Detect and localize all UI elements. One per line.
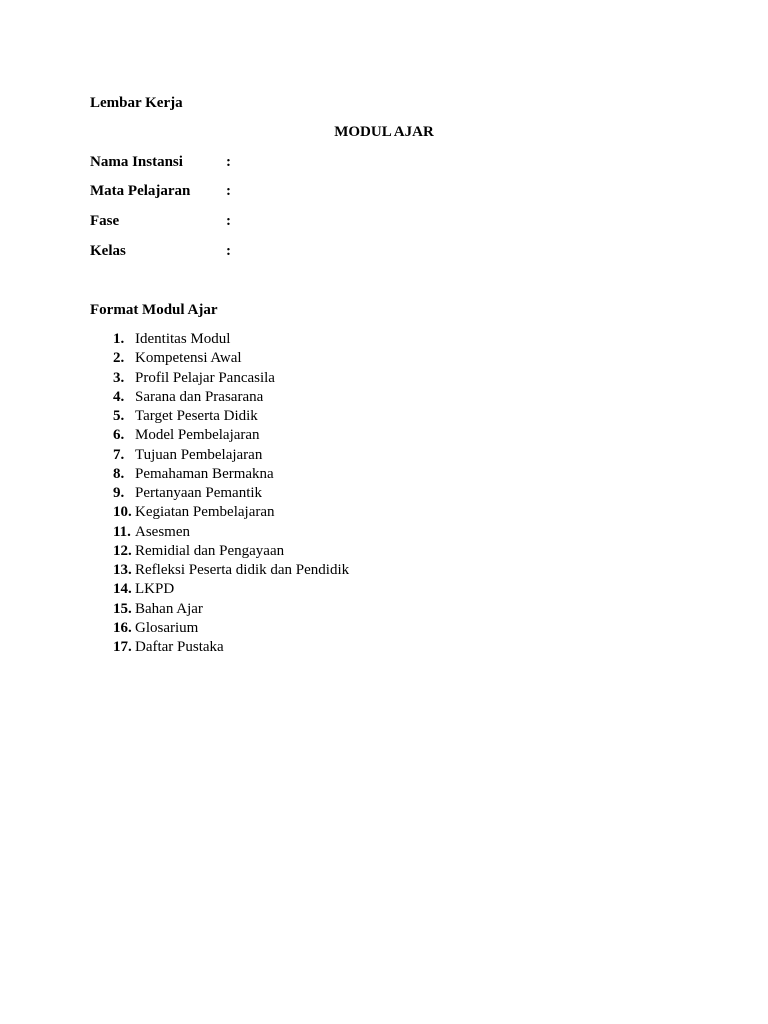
list-item-number: 14.: [113, 581, 132, 598]
list-item-number: 3.: [113, 369, 125, 386]
format-section-heading: Format Modul Ajar: [90, 302, 218, 318]
list-item-number: 2.: [113, 350, 125, 367]
list-item-text: Identitas Modul: [135, 331, 231, 347]
list-item-number: 17.: [113, 639, 132, 655]
list-item: [113, 330, 349, 349]
field-label-fase: Fase: [90, 213, 120, 229]
list-item-text: Target Peserta Didik: [135, 408, 258, 424]
field-separator-kelas: :: [226, 243, 231, 259]
field-label-kelas: Kelas: [90, 243, 126, 259]
list-item: [113, 465, 349, 484]
list-item-number: 4.: [113, 388, 125, 405]
list-item-number: 7.: [113, 446, 125, 463]
list-item-number: 13.: [113, 562, 132, 578]
list-item-text: Sarana dan Prasarana: [135, 388, 264, 405]
format-list: [113, 330, 349, 657]
list-item-number: 8.: [113, 465, 125, 482]
list-item-text: Model Pembelajaran: [135, 427, 260, 444]
list-item-text: Pertanyaan Pemantik: [135, 485, 263, 501]
list-item: [113, 407, 349, 426]
list-item: [113, 523, 349, 542]
list-item-text: Kompetensi Awal: [135, 350, 242, 367]
list-item-number: 10.: [113, 504, 132, 521]
list-item: [113, 619, 349, 638]
list-item-text: Kegiatan Pembelajaran: [135, 504, 275, 521]
list-item-number: 16.: [113, 619, 132, 636]
list-item-text: Asesmen: [135, 523, 190, 540]
list-item-number: 15.: [113, 600, 132, 617]
list-item: [113, 600, 349, 619]
list-item-text: Glosarium: [135, 619, 199, 636]
list-item-number: 9.: [113, 485, 125, 501]
list-item-text: Daftar Pustaka: [135, 639, 224, 655]
list-item: [113, 349, 349, 368]
list-item-text: LKPD: [135, 581, 175, 598]
list-item: [113, 561, 349, 580]
list-item-text: Refleksi Peserta didik dan Pendidik: [135, 562, 350, 578]
list-item-text: Bahan Ajar: [135, 600, 203, 617]
field-separator-mata-pelajaran: :: [226, 183, 231, 199]
list-item-number: 5.: [113, 408, 125, 424]
list-item: [113, 369, 349, 388]
list-item: [113, 446, 349, 465]
list-item-text: Remidial dan Pengayaan: [135, 542, 285, 559]
list-item-number: 11.: [113, 523, 131, 540]
list-item-text: Profil Pelajar Pancasila: [135, 369, 275, 386]
document-title: MODUL AJAR: [334, 124, 434, 140]
list-item-number: 12.: [113, 542, 132, 559]
list-item: [113, 426, 349, 445]
list-item-text: Pemahaman Bermakna: [135, 465, 274, 482]
field-separator-fase: :: [226, 213, 231, 229]
field-separator-nama-instansi: :: [226, 154, 231, 170]
list-item: [113, 580, 349, 599]
list-item: [113, 503, 349, 522]
list-item-text: Tujuan Pembelajaran: [135, 446, 263, 463]
list-item: [113, 542, 349, 561]
field-label-nama-instansi: Nama Instansi: [90, 154, 183, 170]
worksheet-label: Lembar Kerja: [90, 95, 183, 111]
list-item: [113, 638, 349, 657]
list-item: [113, 484, 349, 503]
list-item: [113, 388, 349, 407]
list-item-number: 1.: [113, 331, 125, 347]
field-label-mata-pelajaran: Mata Pelajaran: [90, 183, 191, 199]
list-item-number: 6.: [113, 427, 125, 444]
